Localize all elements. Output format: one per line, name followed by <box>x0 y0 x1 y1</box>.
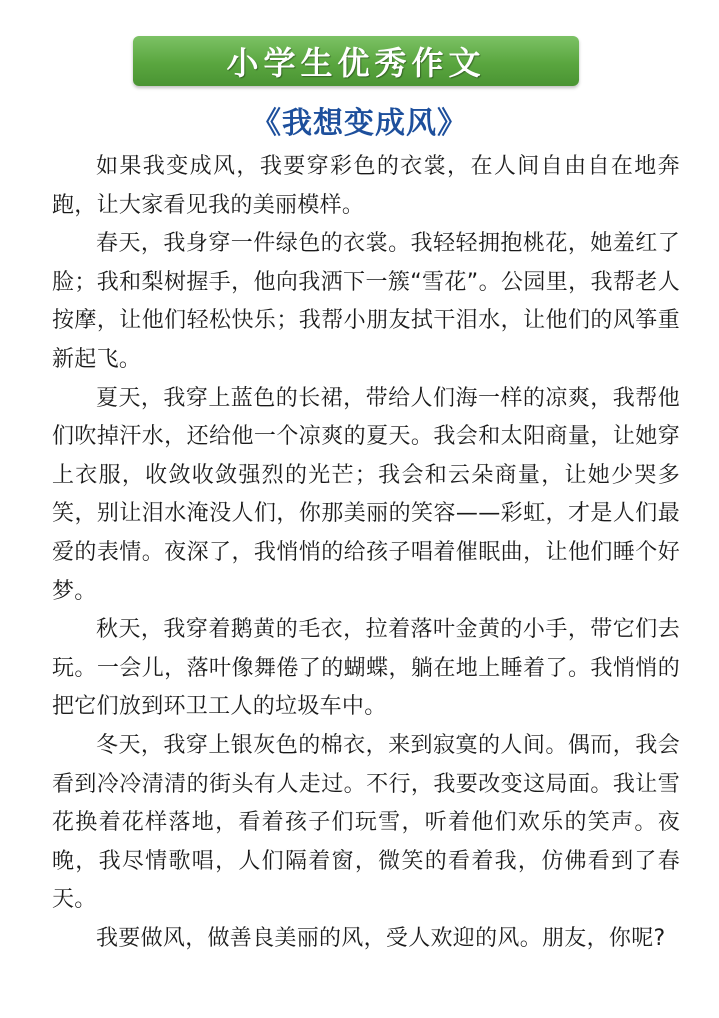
title-banner <box>133 36 579 86</box>
essay-body <box>52 148 680 958</box>
banner-title: 小学生优秀作文 <box>226 44 486 82</box>
essay-paragraph: 秋天，我穿着鹅黄的毛衣，拉着落叶金黄的小手，带它们去玩。一会儿，落叶像舞倦了的蝴蝶，躺在地上睡着了。我悄悄的把它们放到环卫工人的垃圾车中。 <box>52 617 680 720</box>
essay-paragraph: 夏天，我穿上蓝色的长裙，带给人们海一样的凉爽，我帮他们吹掉汗水，还给他一个凉爽的夏天。我会和太阳商量，让她穿上衣服，收敛收敛强烈的光芒；我会和云朵商量，让她少哭多笑，别让泪水淹没人们，你那美丽的笑容——彩虹，才是人们最爱的表情。夜深了，我悄悄的给孩子唱着催眠曲，让他们睡个好梦。 <box>52 385 680 604</box>
essay-title: 《我想变成风》 <box>251 106 468 141</box>
essay-paragraph: 春天，我身穿一件绿色的衣裳。我轻轻拥抱桃花，她羞红了脸；我和梨树握手，他向我洒下一簇“雪花”。公园里，我帮老人按摩，让他们轻松快乐；我帮小朋友拭干泪水，让他们的风筝重新起飞。 <box>52 231 680 372</box>
essay-paragraph: 冬天，我穿上银灰色的棉衣，来到寂寞的人间。偶而，我会看到冷冷清清的街头有人走过。不行，我要改变这局面。我让雪花换着花样落地，看着孩子们玩雪，听着他们欢乐的笑声。夜晚，我尽情歌唱，人们隔着窗，微笑的看着我，仿佛看到了春天。 <box>52 732 680 913</box>
essay-paragraph: 我要做风，做善良美丽的风，受人欢迎的风。朋友，你呢? <box>96 925 666 951</box>
essay-paragraph: 如果我变成风，我要穿彩色的衣裳，在人间自由自在地奔跑，让大家看见我的美丽模样。 <box>52 154 680 218</box>
